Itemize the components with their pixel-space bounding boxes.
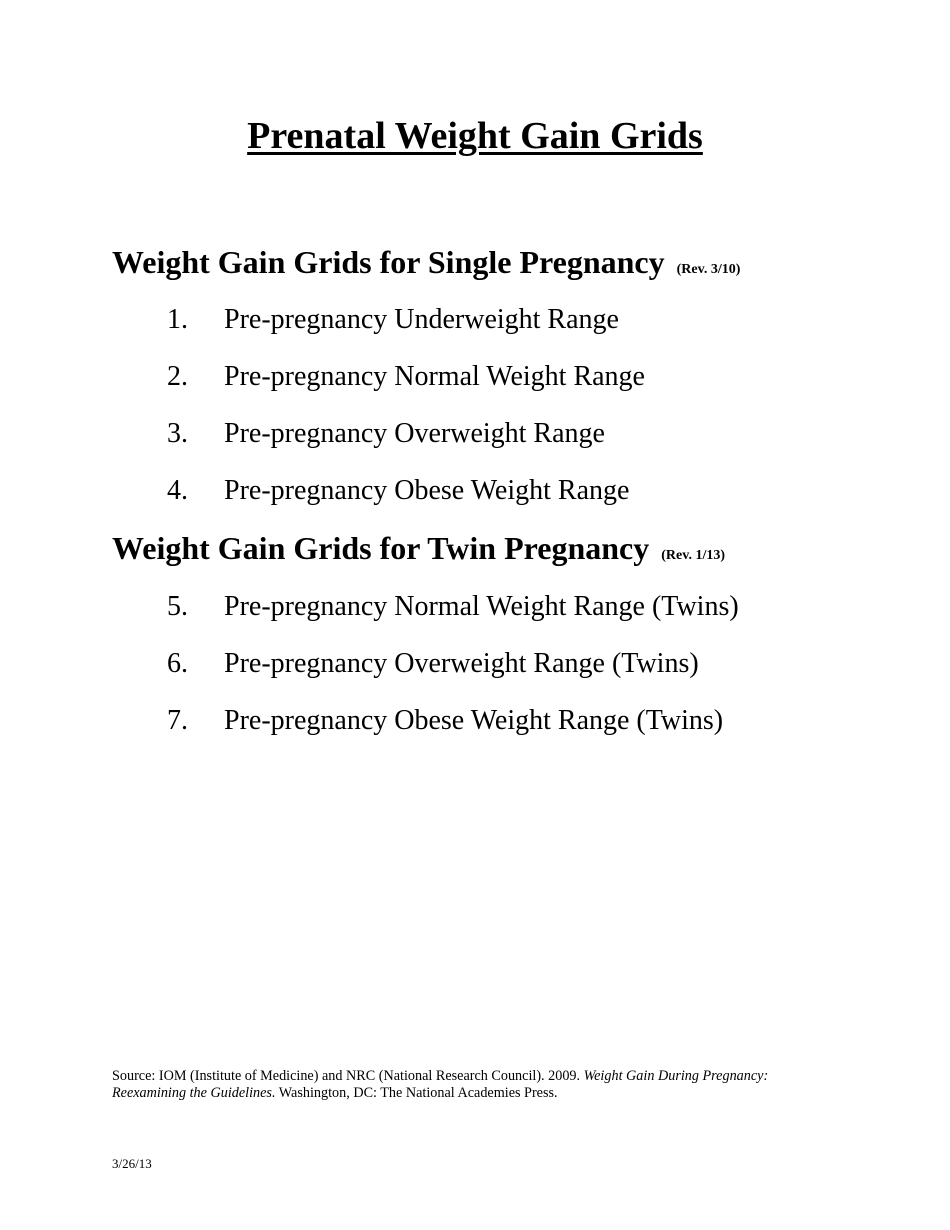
list-item xyxy=(167,701,739,758)
twin-pregnancy-grid-list xyxy=(167,587,739,758)
list-item xyxy=(167,300,645,357)
source-prefix: Source: IOM (Institute of Medicine) and NRC (National Research Council). 2009. xyxy=(112,1068,584,1084)
item-label: Pre-pregnancy Obese Weight Range xyxy=(224,475,630,506)
source-title: Weight Gain During Pregnancy: Reexamining the Guidelines. xyxy=(112,1068,769,1101)
item-number: 4. xyxy=(167,475,188,506)
list-item xyxy=(167,357,645,414)
document-date: 3/26/13 xyxy=(112,1156,152,1171)
source-citation xyxy=(112,1068,842,1102)
revision-label: (Rev. 1/13) xyxy=(661,548,725,563)
list-item xyxy=(167,414,645,471)
item-label: Pre-pregnancy Underweight Range xyxy=(224,304,619,335)
item-number: 6. xyxy=(167,648,188,679)
section-heading-single-pregnancy xyxy=(112,242,740,290)
item-number: 7. xyxy=(167,705,188,736)
item-label: Pre-pregnancy Overweight Range xyxy=(224,418,605,449)
item-number: 1. xyxy=(167,304,188,335)
item-number: 3. xyxy=(167,418,188,449)
single-pregnancy-grid-list xyxy=(167,300,645,528)
page-title: Prenatal Weight Gain Grids xyxy=(247,115,703,157)
item-label: Pre-pregnancy Normal Weight Range (Twins) xyxy=(224,591,739,622)
item-label: Pre-pregnancy Normal Weight Range xyxy=(224,361,645,392)
item-label: Pre-pregnancy Obese Weight Range (Twins) xyxy=(224,705,724,736)
section-heading-twin-pregnancy xyxy=(112,528,725,576)
list-item xyxy=(167,471,645,528)
section-heading-text: Weight Gain Grids for Twin Pregnancy xyxy=(112,530,650,566)
revision-label: (Rev. 3/10) xyxy=(676,262,741,277)
item-label: Pre-pregnancy Overweight Range (Twins) xyxy=(224,648,699,679)
item-number: 5. xyxy=(167,591,188,622)
item-number: 2. xyxy=(167,361,188,392)
list-item xyxy=(167,587,739,644)
section-heading-text: Weight Gain Grids for Single Pregnancy xyxy=(112,244,665,280)
list-item xyxy=(167,644,739,701)
source-suffix: Washington, DC: The National Academies Press. xyxy=(275,1085,558,1101)
